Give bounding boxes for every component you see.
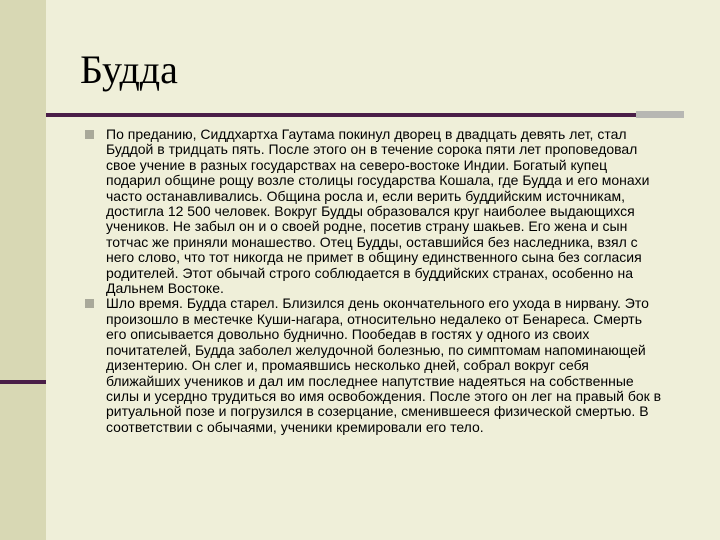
bullet-list (84, 127, 664, 435)
bullet-text-1: По преданию, Сиддхартха Гаутама покинул дворец в двадцать девять лет, стал Буддой в тридцать пять. После этого он в течение сорока пяти лет проповедовал свое учение в разных государствах на северо-востоке Индии. Богатый купец подарил общине рощу возле столицы государства Кошала, где Будда и его монахи часто останавливались. Община росла и, если верить буддийским источникам, достигла 12 500 человек. Вокруг Будды образовался круг наиболее выдающихся учеников. Не забыл он и о своей родне, посетив страну шакьев. Его жена и сын тотчас же приняли монашество. Отец Будды, оставшийся без наследника, взял с него слово, что тот никогда не примет в общину единственного сына без согласия родителей. Этот обычай строго соблюдается в буддийских странах, особенно на Дальнем Востоке. (106, 126, 650, 297)
title-rule-grey-segment (636, 111, 684, 118)
left-accent-bar (0, 380, 46, 384)
slide-title: Будда (80, 47, 178, 92)
title-underline-rule (46, 113, 636, 117)
bullet-text-2: Шло время. Будда старел. Близился день окончательного его ухода в нирвану. Это произошло в местечке Куши-нагара, относительно недалеко от Бенареса. Смерть его описывается довольно буднично. Пообедав в гостях у одного из своих почитателей, Будда заболел желудочной болезнью, по симптомам напоминающей дизентерию. Он слег и, промаявшись несколько дней, собрал вокруг себя ближайших учеников и дал им последнее напутствие надеяться на собственные силы и усердно трудиться во имя освобождения. После этого он лег на правый бок в ритуальной позе и погрузился в созерцание, сменившееся физической смертью. В соответствии с обычаями, ученики кремировали его тело. (106, 295, 662, 435)
bullet-item-1 (84, 127, 664, 296)
bullet-item-2 (84, 296, 664, 435)
left-decorative-band (0, 0, 46, 540)
square-bullet-icon (85, 299, 94, 308)
square-bullet-icon (85, 130, 94, 139)
